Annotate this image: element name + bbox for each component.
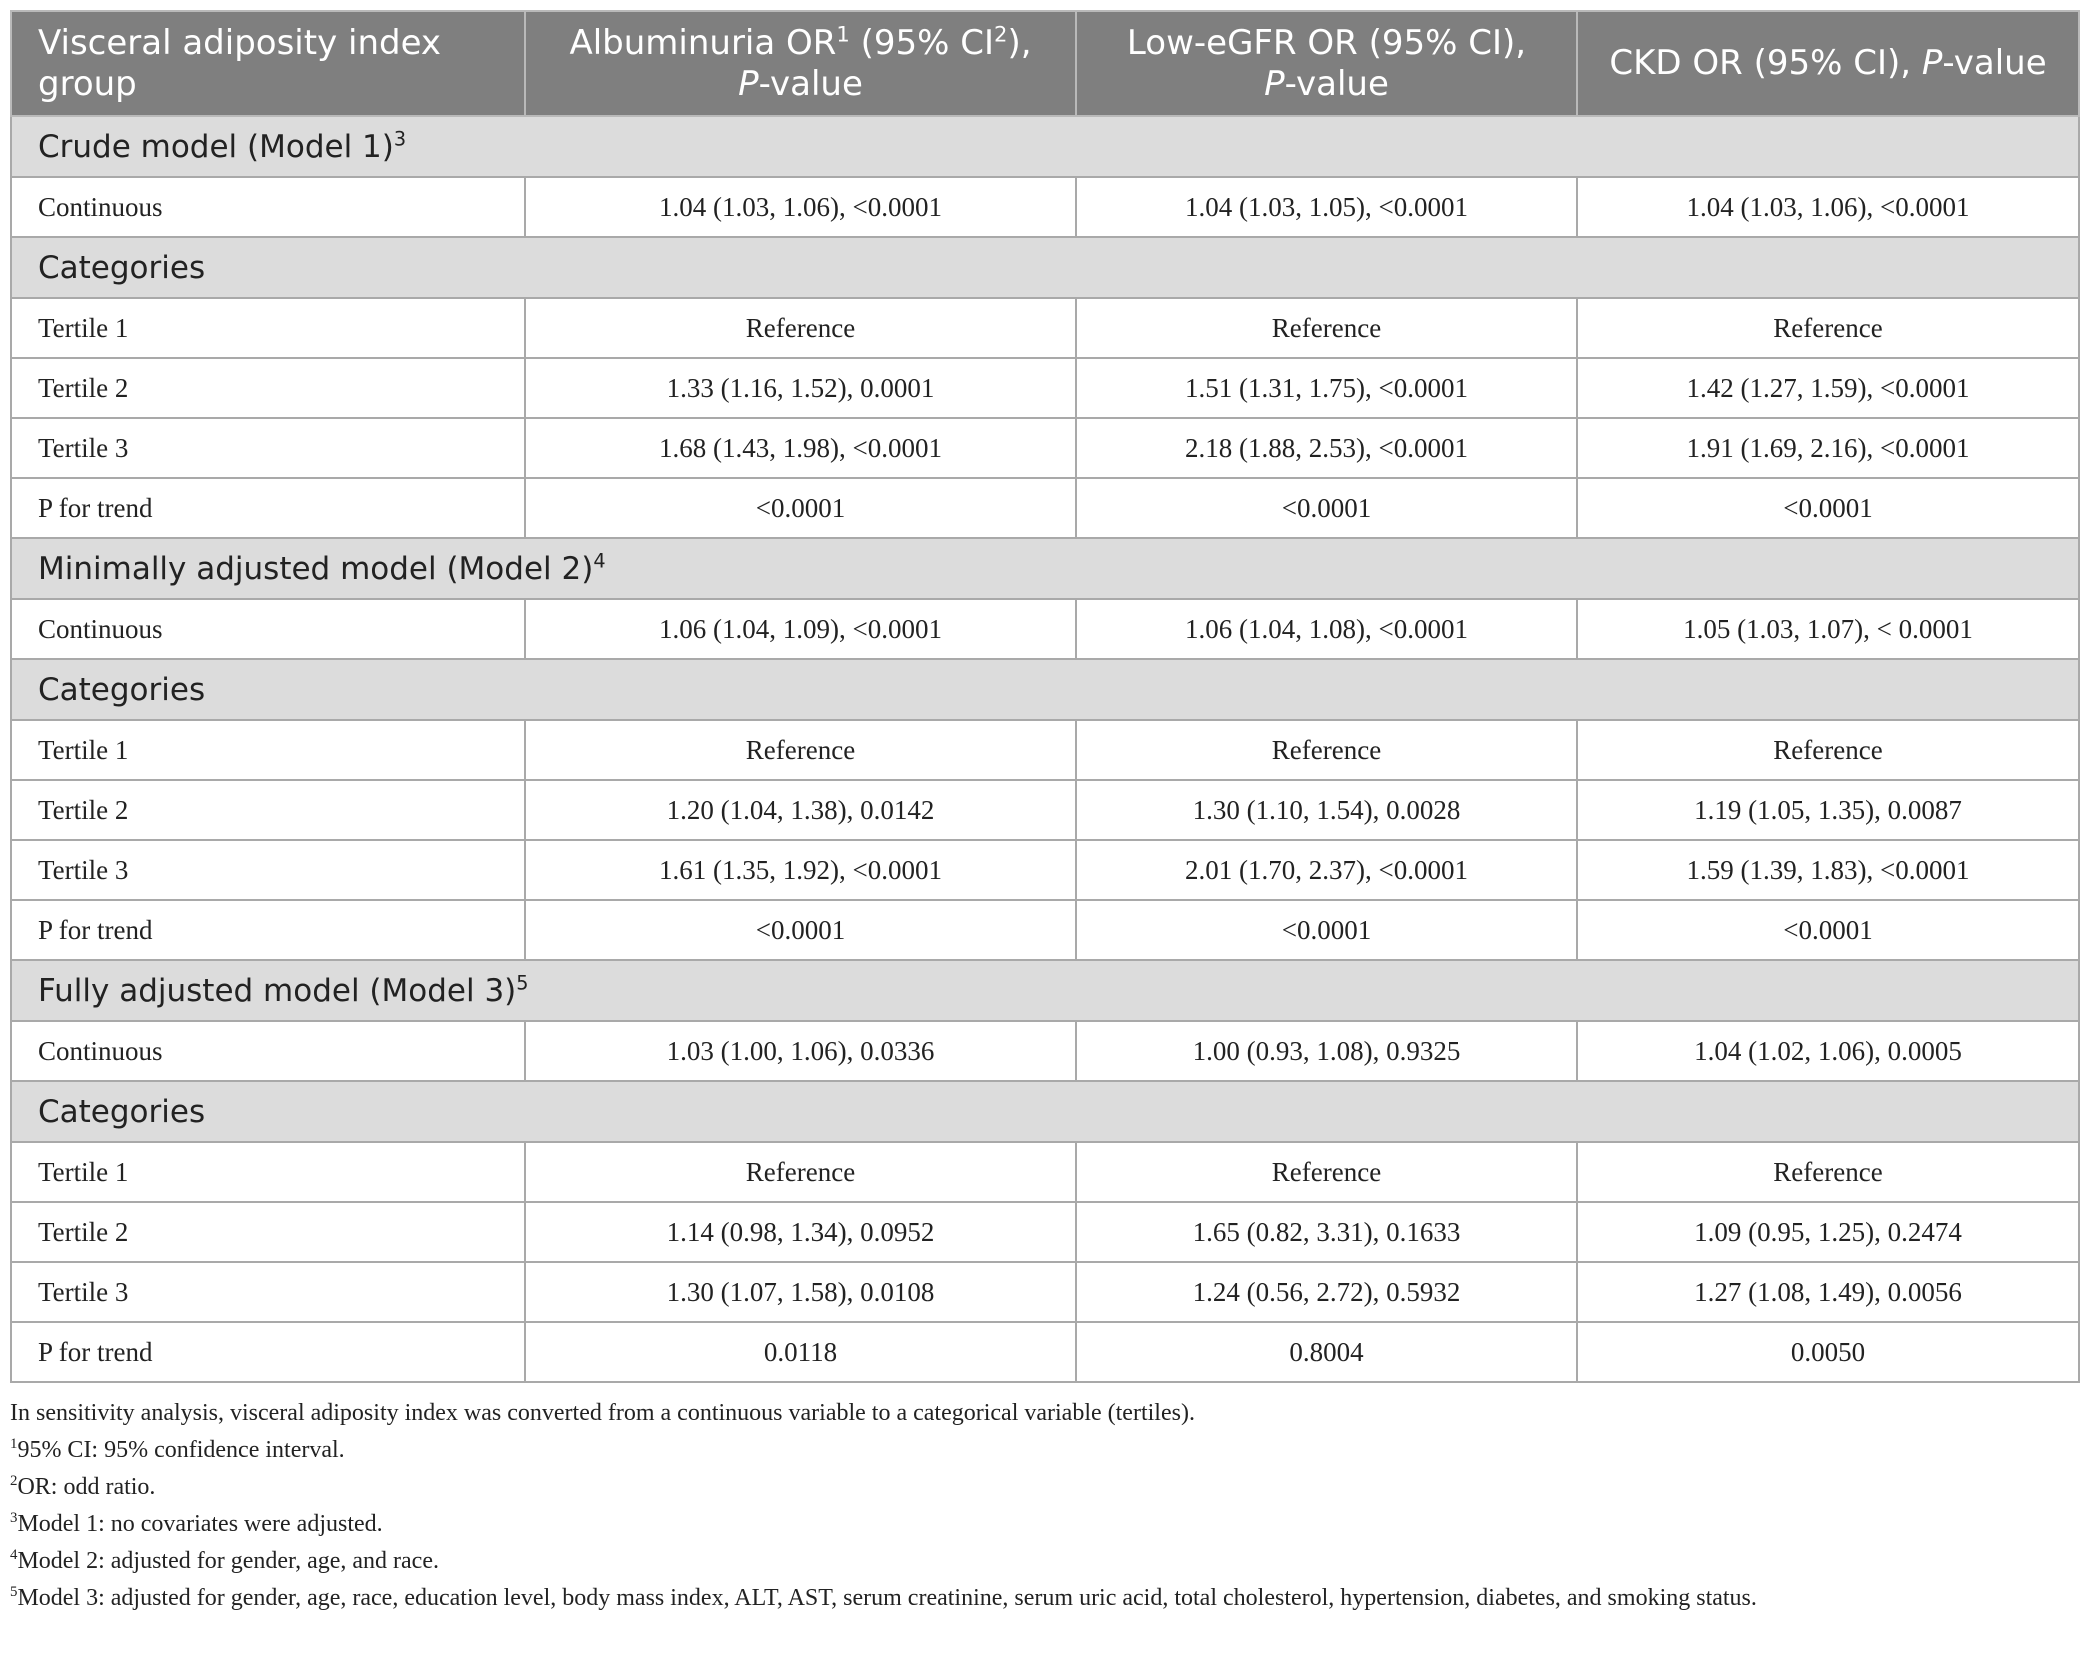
table-row	[11, 1142, 2079, 1202]
table-cell: 1.04 (1.03, 1.06), <0.0001	[525, 177, 1076, 237]
row-label: Tertile 3	[11, 1262, 525, 1322]
table-cell: 1.06 (1.04, 1.08), <0.0001	[1076, 599, 1577, 659]
section-row	[11, 116, 2079, 177]
header-group: Visceral adiposity index group	[11, 11, 525, 116]
footnote-sup: 1	[10, 1436, 18, 1452]
table-row	[11, 720, 2079, 780]
table-row	[11, 1021, 2079, 1081]
table-row	[11, 780, 2079, 840]
footnote	[10, 1395, 2078, 1432]
table-cell: 1.19 (1.05, 1.35), 0.0087	[1577, 780, 2079, 840]
section-title	[11, 116, 2079, 177]
footnote-text: OR: odd ratio.	[17, 1474, 156, 1500]
table-cell: 2.01 (1.70, 2.37), <0.0001	[1076, 840, 1577, 900]
table-cell: Reference	[1577, 298, 2079, 358]
section-title-text: Crude model (Model 1)	[38, 128, 394, 165]
footnote-text: 95% CI: 95% confidence interval.	[17, 1437, 345, 1463]
table-body	[11, 116, 2079, 1382]
section-title-sup: 5	[516, 971, 529, 995]
table-cell: 0.0050	[1577, 1322, 2079, 1382]
table-cell: <0.0001	[1577, 478, 2079, 538]
row-label: Continuous	[11, 177, 525, 237]
section-title-sup: 3	[393, 127, 407, 151]
table-cell: 1.27 (1.08, 1.49), 0.0056	[1577, 1262, 2079, 1322]
footnote-sup: 5	[10, 1584, 18, 1600]
footnote-text: Model 3: adjusted for gender, age, race, education level, body mass index, ALT, AST, serum creatinine, serum uric acid, total cholesterol, hypertension, diabetes, and smoking status.	[17, 1585, 1757, 1611]
header-row	[11, 11, 2079, 116]
row-label: Tertile 1	[11, 1142, 525, 1202]
header-low-egfr-pvalue: -value	[1284, 63, 1389, 104]
table-cell: 1.91 (1.69, 2.16), <0.0001	[1577, 418, 2079, 478]
row-label: Tertile 1	[11, 298, 525, 358]
results-table	[10, 10, 2080, 1383]
table-cell: 1.14 (0.98, 1.34), 0.0952	[525, 1202, 1076, 1262]
table-cell: 1.00 (0.93, 1.08), 0.9325	[1076, 1021, 1577, 1081]
footnote-text: Model 2: adjusted for gender, age, and race.	[17, 1548, 439, 1574]
table-cell: 1.68 (1.43, 1.98), <0.0001	[525, 418, 1076, 478]
table-cell: Reference	[1076, 720, 1577, 780]
row-label: P for trend	[11, 478, 525, 538]
table-cell: Reference	[525, 720, 1076, 780]
row-label: Tertile 3	[11, 840, 525, 900]
row-label: P for trend	[11, 900, 525, 960]
table-cell: Reference	[525, 1142, 1076, 1202]
row-label: P for trend	[11, 1322, 525, 1382]
categories-row	[11, 1081, 2079, 1142]
table-cell: 1.51 (1.31, 1.75), <0.0001	[1076, 358, 1577, 418]
footnote-text: Model 1: no covariates were adjusted.	[17, 1511, 383, 1537]
header-ckd-pvalue: -value	[1942, 43, 2047, 83]
header-albuminuria-p: P	[738, 63, 759, 104]
section-title	[11, 960, 2079, 1021]
header-albuminuria-pvalue: -value	[758, 63, 863, 104]
section-row	[11, 960, 2079, 1021]
categories-row	[11, 237, 2079, 298]
table-row	[11, 418, 2079, 478]
footnote	[10, 1543, 2078, 1580]
table-row	[11, 177, 2079, 237]
row-label: Tertile 3	[11, 418, 525, 478]
table-cell: 1.30 (1.10, 1.54), 0.0028	[1076, 780, 1577, 840]
footnote	[10, 1580, 2078, 1617]
table-cell: 2.18 (1.88, 2.53), <0.0001	[1076, 418, 1577, 478]
table-row	[11, 478, 2079, 538]
table-cell: 1.59 (1.39, 1.83), <0.0001	[1577, 840, 2079, 900]
table-cell: 1.09 (0.95, 1.25), 0.2474	[1577, 1202, 2079, 1262]
row-label: Tertile 2	[11, 780, 525, 840]
section-row	[11, 538, 2079, 599]
table-row	[11, 358, 2079, 418]
footnote-sup: 2	[10, 1473, 18, 1489]
footnote-sup: 3	[10, 1510, 18, 1526]
header-albuminuria-close: ),	[1007, 22, 1032, 63]
table-cell: 0.0118	[525, 1322, 1076, 1382]
section-title-text: Minimally adjusted model (Model 2)	[38, 550, 594, 587]
header-low-egfr-text: Low-eGFR OR (95% CI),	[1126, 22, 1527, 63]
table-row	[11, 599, 2079, 659]
footnote	[10, 1469, 2078, 1506]
table-cell: Reference	[1577, 1142, 2079, 1202]
table-row	[11, 1202, 2079, 1262]
header-albuminuria-ci: (95% CI	[849, 22, 995, 63]
table-cell: 1.04 (1.03, 1.06), <0.0001	[1577, 177, 2079, 237]
header-albuminuria-sup2: 2	[994, 21, 1008, 47]
table-cell: Reference	[1076, 298, 1577, 358]
table-cell: 0.8004	[1076, 1322, 1577, 1382]
table-row	[11, 1262, 2079, 1322]
header-ckd	[1577, 11, 2079, 116]
table-cell: 1.06 (1.04, 1.09), <0.0001	[525, 599, 1076, 659]
table-cell: Reference	[1076, 1142, 1577, 1202]
header-low-egfr-p: P	[1264, 63, 1285, 104]
table-cell: 1.24 (0.56, 2.72), 0.5932	[1076, 1262, 1577, 1322]
table-cell: 1.05 (1.03, 1.07), < 0.0001	[1577, 599, 2079, 659]
categories-label: Categories	[11, 1081, 2079, 1142]
row-label: Tertile 2	[11, 358, 525, 418]
table-cell: <0.0001	[1577, 900, 2079, 960]
table-cell: 1.65 (0.82, 3.31), 0.1633	[1076, 1202, 1577, 1262]
table-cell: <0.0001	[525, 900, 1076, 960]
table-cell: <0.0001	[1076, 900, 1577, 960]
table-cell: 1.04 (1.02, 1.06), 0.0005	[1577, 1021, 2079, 1081]
table-container	[10, 10, 2078, 1617]
footnote-text: In sensitivity analysis, visceral adiposity index was converted from a continuous variable to a categorical variable (tertiles).	[10, 1400, 1195, 1426]
section-title	[11, 538, 2079, 599]
table-cell: 1.20 (1.04, 1.38), 0.0142	[525, 780, 1076, 840]
table-cell: <0.0001	[1076, 478, 1577, 538]
table-cell: Reference	[525, 298, 1076, 358]
table-row	[11, 900, 2079, 960]
header-ckd-text: CKD OR (95% CI),	[1609, 43, 1922, 83]
table-cell: <0.0001	[525, 478, 1076, 538]
row-label: Tertile 1	[11, 720, 525, 780]
table-cell: 1.03 (1.00, 1.06), 0.0336	[525, 1021, 1076, 1081]
footnote	[10, 1506, 2078, 1543]
categories-label: Categories	[11, 659, 2079, 720]
row-label: Tertile 2	[11, 1202, 525, 1262]
header-albuminuria	[525, 11, 1076, 116]
footnotes	[10, 1395, 2078, 1617]
header-albuminuria-text: Albuminuria OR	[569, 22, 837, 63]
footnote-sup: 4	[10, 1547, 18, 1563]
table-cell: Reference	[1577, 720, 2079, 780]
table-cell: 1.61 (1.35, 1.92), <0.0001	[525, 840, 1076, 900]
footnote	[10, 1432, 2078, 1469]
categories-row	[11, 659, 2079, 720]
header-albuminuria-sup1: 1	[836, 21, 850, 47]
row-label: Continuous	[11, 1021, 525, 1081]
table-cell: 1.30 (1.07, 1.58), 0.0108	[525, 1262, 1076, 1322]
table-row	[11, 1322, 2079, 1382]
table-row	[11, 840, 2079, 900]
row-label: Continuous	[11, 599, 525, 659]
section-title-text: Fully adjusted model (Model 3)	[38, 972, 517, 1009]
table-cell: 1.42 (1.27, 1.59), <0.0001	[1577, 358, 2079, 418]
categories-label: Categories	[11, 237, 2079, 298]
header-ckd-p: P	[1921, 43, 1943, 83]
table-cell: 1.33 (1.16, 1.52), 0.0001	[525, 358, 1076, 418]
table-row	[11, 298, 2079, 358]
header-low-egfr	[1076, 11, 1577, 116]
section-title-sup: 4	[593, 549, 606, 573]
table-cell: 1.04 (1.03, 1.05), <0.0001	[1076, 177, 1577, 237]
